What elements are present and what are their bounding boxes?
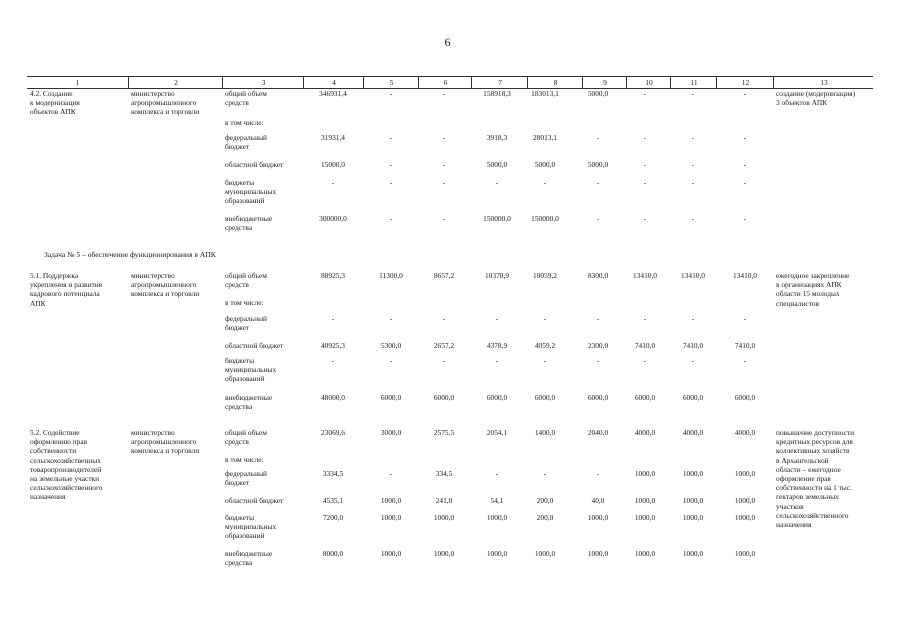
funding-value-col-11: -	[691, 314, 695, 323]
funding-value-col-11: 1000,0	[682, 496, 704, 505]
funding-source-label: бюджеты	[225, 356, 255, 365]
expected-result-line: назначения	[776, 520, 812, 529]
funding-source-label: бюджеты	[225, 178, 255, 187]
funding-value-col-6: 1000,0	[433, 549, 455, 558]
executor-line: агропромышленного	[131, 98, 197, 108]
funding-source-label: муниципальных	[225, 522, 277, 532]
funding-value-col-10: -	[643, 214, 647, 223]
activity-name-line: товаропроизводителей	[30, 464, 102, 474]
funding-value-col-9: 8300,0	[587, 271, 609, 280]
funding-source-label: внебюджетные	[225, 393, 273, 402]
funding-value-col-6: 241,0	[435, 496, 453, 505]
executor-line: министерство	[131, 271, 175, 280]
funding-value-col-5: 3000,0	[380, 428, 402, 437]
funding-source-label: муниципальных	[225, 187, 277, 197]
funding-source-label: в том числе:	[225, 455, 264, 464]
expected-result-line: коллективных хозяйств	[776, 446, 850, 456]
funding-value-col-9: -	[596, 314, 600, 323]
funding-value-col-9: 1000,0	[587, 549, 609, 558]
activity-name-line: собственности	[30, 446, 77, 456]
expected-result-line: специалистов	[776, 298, 820, 308]
expected-result-line: собственности на 1 тыс.	[776, 483, 853, 493]
funding-value-col-4: 40925,3	[320, 341, 346, 350]
funding-source-label: федеральный	[225, 469, 267, 478]
funding-value-col-12: 13410,0	[732, 271, 758, 280]
funding-value-col-12: 7410,0	[734, 341, 756, 350]
funding-source-label: федеральный	[225, 133, 267, 142]
expected-result-line: 3 объектов АПК	[776, 98, 828, 108]
funding-value-col-10: 13410,0	[632, 271, 658, 280]
funding-value-col-11: 1000,0	[682, 513, 704, 522]
funding-value-col-6: -	[442, 314, 446, 323]
funding-source-label: внебюджетные	[225, 549, 273, 558]
funding-value-col-10: 1000,0	[634, 513, 656, 522]
funding-value-col-4: 31931,4	[320, 133, 346, 142]
funding-value-col-7: 10378,9	[484, 271, 510, 280]
funding-value-col-10: 1000,0	[634, 496, 656, 505]
funding-source-label: общий объем	[225, 428, 267, 437]
funding-value-col-10: 4000,0	[634, 428, 656, 437]
funding-value-col-9: 40,0	[591, 496, 605, 505]
funding-value-col-6: -	[442, 89, 446, 98]
funding-value-col-5: -	[389, 314, 393, 323]
page-number: 6	[444, 35, 451, 49]
funding-value-col-10: -	[643, 133, 647, 142]
funding-value-col-12: 1000,0	[734, 469, 756, 478]
funding-value-col-4: 48000,0	[320, 393, 346, 402]
funding-value-col-5: 11300,0	[379, 271, 403, 280]
funding-value-col-7: 1000,0	[486, 513, 508, 522]
activity-name-line: 5.2. Содействие	[30, 428, 80, 437]
funding-value-col-8: 200,0	[536, 496, 554, 505]
funding-value-col-8: 200,0	[536, 513, 554, 522]
funding-source-label: образований	[225, 196, 265, 206]
funding-value-col-11: 1000,0	[682, 469, 704, 478]
funding-value-col-10: -	[643, 356, 647, 365]
funding-value-col-11: -	[691, 214, 695, 223]
funding-value-col-7: 5000,0	[486, 160, 508, 169]
funding-value-col-8: 1400,0	[534, 428, 556, 437]
funding-value-col-4: 88925,3	[320, 271, 346, 280]
funding-value-col-6: 1000,0	[433, 513, 455, 522]
funding-value-col-12: -	[743, 178, 747, 187]
funding-source-label: областной бюджет	[225, 496, 284, 505]
funding-value-col-4: 346931,4	[319, 89, 347, 98]
funding-value-col-7: -	[495, 469, 499, 478]
funding-value-col-4: 15000,0	[320, 160, 346, 169]
header-col-11: 11	[670, 77, 717, 88]
funding-value-col-7: -	[495, 314, 499, 323]
task-heading: Задача № 5 – обеспечение функционирования в АПК	[44, 250, 216, 259]
funding-source-label: образований	[225, 374, 265, 384]
funding-value-col-5: -	[389, 160, 393, 169]
funding-value-col-12: 1000,0	[734, 496, 756, 505]
expected-result-line: ежегодное закрепление	[776, 271, 850, 280]
header-col-7: 7	[471, 77, 528, 88]
funding-source-label: областной бюджет	[225, 160, 284, 169]
funding-source-label: средств	[225, 98, 249, 108]
funding-value-col-6: -	[442, 160, 446, 169]
activity-name-line: 5.1. Поддержка	[30, 271, 79, 280]
funding-value-col-7: 6000,0	[486, 393, 508, 402]
expected-result-line: области 15 молодых	[776, 289, 840, 299]
funding-value-col-8: -	[543, 469, 547, 478]
funding-value-col-11: 4000,0	[682, 428, 704, 437]
funding-value-col-9: -	[596, 133, 600, 142]
funding-value-col-11: -	[691, 178, 695, 187]
funding-value-col-12: -	[743, 160, 747, 169]
funding-value-col-8: 10059,2	[532, 271, 558, 280]
funding-value-col-11: -	[691, 356, 695, 365]
funding-value-col-7: -	[495, 356, 499, 365]
funding-value-col-6: -	[442, 356, 446, 365]
funding-value-col-5: -	[389, 178, 393, 187]
funding-source-label: средства	[225, 402, 253, 412]
expected-result-line: повышение доступности	[776, 428, 855, 437]
activity-name-line: сельскохозяйственных	[30, 455, 101, 465]
header-col-12: 12	[716, 77, 774, 88]
funding-value-col-6: 334,5	[435, 469, 453, 478]
funding-value-col-5: -	[389, 356, 393, 365]
funding-value-col-7: 4378,9	[486, 341, 508, 350]
funding-value-col-9: -	[596, 469, 600, 478]
expected-result-line: оформление прав	[776, 474, 831, 483]
funding-value-col-7: 150000,0	[483, 214, 511, 223]
header-col-4: 4	[303, 77, 364, 88]
funding-value-col-10: 1000,0	[634, 549, 656, 558]
funding-value-col-7: 54,1	[490, 496, 504, 505]
funding-value-col-7: -	[495, 178, 499, 187]
funding-value-col-11: 6000,0	[682, 393, 704, 402]
expected-result-line: сельскохозяйственного	[776, 510, 849, 520]
funding-value-col-6: -	[442, 133, 446, 142]
funding-value-col-5: -	[389, 214, 393, 223]
funding-source-label: бюджет	[225, 478, 250, 488]
funding-source-label: образований	[225, 531, 265, 541]
header-col-6: 6	[418, 77, 472, 88]
funding-value-col-10: -	[643, 160, 647, 169]
funding-value-col-6: 8657,2	[433, 271, 455, 280]
funding-value-col-9: 5000,0	[587, 89, 609, 98]
funding-source-label: средства	[225, 223, 253, 233]
funding-value-col-11: 1000,0	[682, 549, 704, 558]
funding-value-col-6: -	[442, 178, 446, 187]
funding-value-col-8: 183013,1	[531, 89, 559, 98]
funding-source-label: в том числе:	[225, 298, 264, 307]
expected-result-line: кредитных ресурсов для	[776, 437, 853, 447]
header-col-3: 3	[222, 77, 304, 88]
funding-source-label: средств	[225, 280, 249, 290]
funding-value-col-12: -	[743, 356, 747, 365]
funding-value-col-6: 6000,0	[433, 393, 455, 402]
funding-value-col-12: 1000,0	[734, 549, 756, 558]
funding-value-col-9: 2300,0	[587, 341, 609, 350]
expected-result-line: гектаров земельных	[776, 492, 839, 502]
activity-name-line: сельскохозяйственного	[30, 483, 103, 493]
funding-value-col-5: 1000,0	[380, 513, 402, 522]
expected-result-line: области – ежегодное	[776, 464, 841, 474]
funding-source-label: в том числе:	[225, 118, 264, 127]
funding-value-col-12: -	[743, 89, 747, 98]
funding-source-label: областной бюджет	[225, 341, 284, 350]
funding-value-col-4: 4535,1	[322, 496, 344, 505]
funding-value-col-8: 5000,0	[534, 160, 556, 169]
funding-source-label: муниципальных	[225, 365, 277, 375]
funding-value-col-6: 2657,2	[433, 341, 455, 350]
funding-value-col-4: 300000,0	[319, 214, 347, 223]
funding-value-col-7: 3918,3	[486, 133, 508, 142]
funding-value-col-5: 1000,0	[380, 496, 402, 505]
header-col-2: 2	[128, 77, 223, 88]
funding-value-col-5: -	[389, 469, 393, 478]
funding-value-col-9: -	[596, 356, 600, 365]
table-header	[27, 76, 873, 89]
funding-value-col-7: 1000,0	[486, 549, 508, 558]
funding-value-col-11: -	[691, 89, 695, 98]
header-col-9: 9	[582, 77, 627, 88]
activity-name-line: назначения	[30, 492, 66, 502]
header-col-10: 10	[626, 77, 671, 88]
funding-source-label: бюджет	[225, 323, 250, 333]
header-col-8: 8	[527, 77, 583, 88]
funding-value-col-8: 28013,1	[532, 133, 558, 142]
activity-name-line: кадрового потенциала	[30, 289, 100, 299]
header-col-5: 5	[363, 77, 419, 88]
funding-value-col-4: 23069,6	[320, 428, 346, 437]
funding-value-col-4: -	[331, 314, 335, 323]
funding-source-label: средства	[225, 558, 253, 568]
funding-source-label: общий объем	[225, 89, 267, 98]
funding-value-col-10: 7410,0	[634, 341, 656, 350]
expected-result-line: создание (модернизация)	[776, 89, 856, 98]
funding-value-col-6: 2575,5	[433, 428, 455, 437]
executor-line: агропромышленного	[131, 437, 197, 447]
executor-line: комплекса и торговли	[131, 289, 200, 299]
header-col-13: 13	[773, 77, 874, 88]
executor-line: министерство	[131, 89, 175, 98]
funding-value-col-5: 1000,0	[380, 549, 402, 558]
header-col-1: 1	[75, 78, 80, 87]
funding-value-col-5: 6000,0	[380, 393, 402, 402]
funding-value-col-6: -	[442, 214, 446, 223]
funding-value-col-12: -	[743, 133, 747, 142]
funding-value-col-8: 150000,0	[531, 214, 559, 223]
funding-value-col-9: 5000,0	[587, 160, 609, 169]
executor-line: агропромышленного	[131, 280, 197, 290]
funding-value-col-12: -	[743, 214, 747, 223]
funding-value-col-5: 5300,0	[380, 341, 402, 350]
funding-value-col-8: -	[543, 356, 547, 365]
funding-value-col-10: 1000,0	[634, 469, 656, 478]
funding-source-label: средств	[225, 437, 249, 447]
activity-name-line: АПК	[30, 298, 46, 308]
activity-name-line: 4.2. Создание	[30, 89, 73, 98]
funding-value-col-10: -	[643, 314, 647, 323]
executor-line: комплекса и торговли	[131, 107, 200, 117]
funding-value-col-8: -	[543, 178, 547, 187]
funding-value-col-9: 6000,0	[587, 393, 609, 402]
funding-source-label: общий объем	[225, 271, 267, 280]
funding-source-label: бюджет	[225, 142, 250, 152]
activity-name-line: к модернизация	[30, 98, 80, 108]
funding-value-col-9: -	[596, 214, 600, 223]
funding-value-col-10: -	[643, 89, 647, 98]
funding-value-col-10: -	[643, 178, 647, 187]
funding-value-col-9: -	[596, 178, 600, 187]
funding-source-label: бюджеты	[225, 513, 255, 522]
funding-value-col-11: 13410,0	[680, 271, 706, 280]
funding-value-col-4: 7200,0	[322, 513, 344, 522]
executor-line: министерство	[131, 428, 175, 437]
funding-value-col-8: 6000,0	[534, 393, 556, 402]
funding-value-col-12: 4000,0	[734, 428, 756, 437]
funding-value-col-12: -	[743, 314, 747, 323]
funding-value-col-4: 8000,0	[322, 549, 344, 558]
funding-source-label: федеральный	[225, 314, 267, 323]
funding-value-col-9: 2040,0	[587, 428, 609, 437]
funding-value-col-7: 158918,3	[483, 89, 511, 98]
funding-value-col-8: 4059,2	[534, 341, 556, 350]
expected-result-line: в организациях АПК	[776, 280, 842, 290]
activity-name-line: оформлению прав	[30, 437, 88, 447]
funding-value-col-11: 7410,0	[682, 341, 704, 350]
funding-value-col-8: -	[543, 314, 547, 323]
funding-value-col-11: -	[691, 160, 695, 169]
funding-value-col-12: 1000,0	[734, 513, 756, 522]
funding-value-col-10: 6000,0	[634, 393, 656, 402]
funding-value-col-7: 2054,1	[486, 428, 508, 437]
funding-value-col-8: 1000,0	[534, 549, 556, 558]
activity-name-line: на земельные участки	[30, 474, 100, 483]
funding-value-col-12: 6000,0	[734, 393, 756, 402]
expected-result-line: в Архангельской	[776, 455, 829, 465]
funding-value-col-11: -	[691, 133, 695, 142]
funding-source-label: внебюджетные	[225, 214, 273, 223]
activity-name-line: объектов АПК	[30, 107, 76, 117]
activity-name-line: укрепления и развития	[30, 280, 103, 290]
funding-value-col-4: -	[331, 178, 335, 187]
expected-result-line: участков	[776, 501, 804, 511]
executor-line: комплекса и торговли	[131, 446, 200, 456]
funding-value-col-9: 1000,0	[587, 513, 609, 522]
funding-value-col-5: -	[389, 89, 393, 98]
funding-value-col-4: -	[331, 356, 335, 365]
funding-value-col-4: 3334,5	[322, 469, 344, 478]
funding-value-col-5: -	[389, 133, 393, 142]
